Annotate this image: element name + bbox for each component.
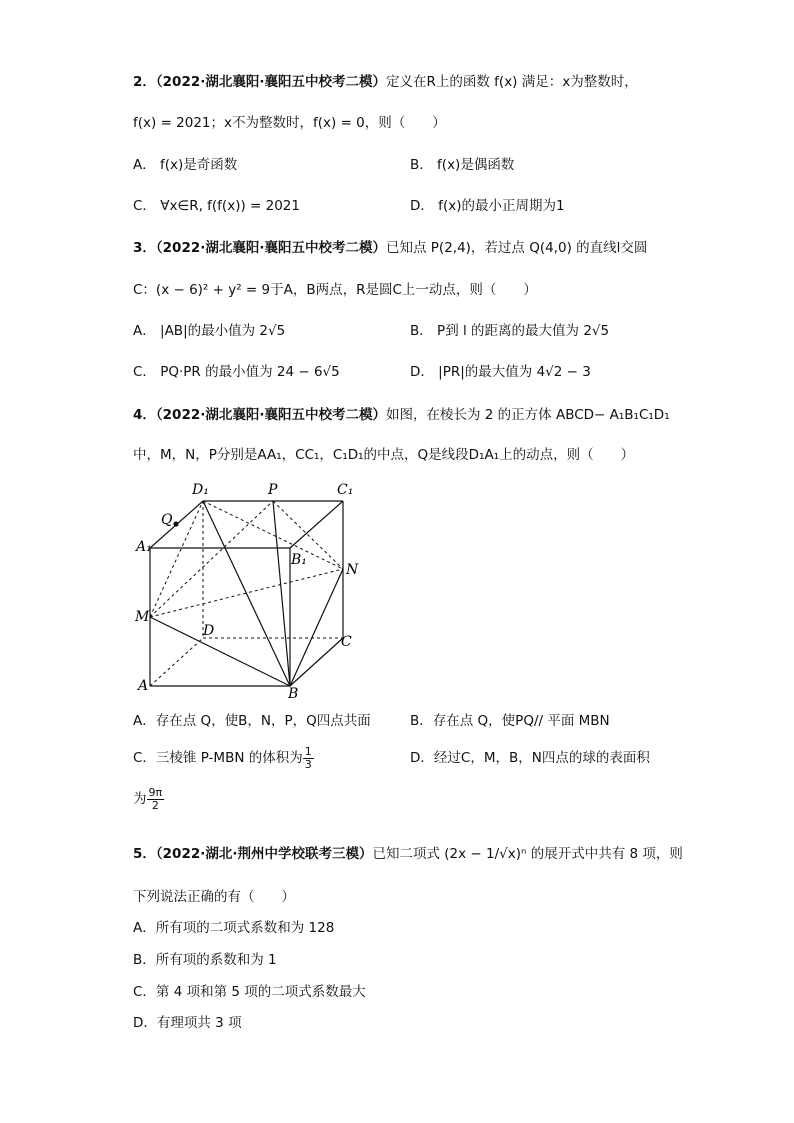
hidden-edge-ad [150,638,203,686]
q4-option-c-denominator: 3 [304,757,312,771]
edge-bc [290,638,343,686]
cube-figure [133,478,373,700]
hidden-segment-pn [273,501,343,569]
q2-option-c: C． ∀x∈R, f(f(x)) = 2021 [133,198,300,214]
q4-option-d-fraction [147,787,165,812]
q5-source: （2022·湖北·荆州中学校联考三模） [155,846,373,862]
q2-stem-line1 [133,72,638,92]
segment-d1b [203,501,290,686]
q3-stem2: C：(x − 6)² + y² = 9于A，B两点，R是圆C上一动点，则（ ） [133,282,537,298]
label-b: B [288,686,299,700]
q5-option-d: D．有理项共 3 项 [133,1015,242,1031]
label-n: N [346,562,359,578]
q4-option-d-line2 [133,786,164,812]
label-a1: A₁ [136,539,152,555]
q3-option-b: B． P到 l 的距离的最大值为 2√5 [410,323,610,339]
q4-option-d-prefix: 为 [133,791,147,807]
label-d1: D₁ [192,482,209,498]
label-c1: C₁ [337,482,354,498]
q4-option-c-numerator: 1 [304,744,312,758]
q5-option-c: C．第 4 项和第 5 项的二项式系数最大 [133,984,366,1000]
q2-stem1: 定义在R上的函数 f(x) 满足：x为整数时， [386,74,638,90]
q4-option-c-text: C．三棱锥 P-MBN 的体积为 [133,750,303,766]
segment-pb [273,501,290,686]
q5-stem2: 下列说法正确的有（ ） [133,889,295,905]
q4-stem-line1 [133,405,670,425]
label-b1: B₁ [291,552,307,568]
label-a: A [138,678,149,694]
label-d: D [203,623,215,639]
q4-option-d-numerator: 9π [148,785,163,799]
q2-stem2: f(x) = 2021；x不为整数时，f(x) = 0，则（ ） [133,115,446,131]
label-q: Q [161,512,173,528]
q4-option-d-denominator: 2 [151,798,159,812]
segment-mb [150,617,290,686]
q3-stem1: 已知点 P(2,4)，若过点 Q(4,0) 的直线l交圆 [386,240,648,256]
hidden-segment-d1n [203,501,343,569]
q3-option-a: A． |AB|的最小值为 2√5 [133,323,286,339]
q3-stem-line1 [133,238,647,258]
q4-option-a: A．存在点 Q，使B，N，P，Q四点共面 [133,713,371,729]
q4-option-d-line1: D．经过C，M，B，N四点的球的表面积 [410,750,650,766]
q2-number: 2． [133,74,156,90]
q2-source: （2022·湖北襄阳·襄阳五中校考二模） [155,74,386,90]
q4-stem1: 如图，在棱长为 2 的正方体 ABCD− A₁B₁C₁D₁ [386,407,670,423]
q3-source: （2022·湖北襄阳·襄阳五中校考二模） [155,240,386,256]
q4-option-c [133,745,314,771]
q2-option-a: A． f(x)是奇函数 [133,157,238,173]
q3-option-c: C． PQ·PR 的最小值为 24 − 6√5 [133,364,340,380]
label-p: P [268,482,278,498]
q5-stem1: 已知二项式 (2x − 1/√x)ⁿ 的展开式中共有 8 项，则 [372,846,683,862]
q2-option-d: D． f(x)的最小正周期为1 [410,198,565,214]
edge-b1c1 [290,501,343,548]
q4-source: （2022·湖北襄阳·襄阳五中校考二模） [155,407,386,423]
label-m: M [135,609,150,625]
q5-number: 5． [133,846,156,862]
q5-option-b: B．所有项的系数和为 1 [133,952,277,968]
q3-option-d: D． |PR|的最大值为 4√2 − 3 [410,364,591,380]
q5-stem-line1 [133,844,683,864]
point-q-dot [173,521,178,526]
q4-number: 4． [133,407,156,423]
q3-number: 3． [133,240,156,256]
label-c: C [341,634,352,650]
q4-stem2: 中，M，N，P分别是AA₁，CC₁，C₁D₁的中点，Q是线段D₁A₁上的动点，则（ ） [133,447,635,463]
q4-option-b: B．存在点 Q，使PQ// 平面 MBN [410,713,610,729]
segment-bn [290,569,343,686]
q5-option-a: A．所有项的二项式系数和为 128 [133,920,335,936]
q2-option-b: B． f(x)是偶函数 [410,157,515,173]
q4-option-c-fraction [303,746,314,771]
hidden-segment-md1 [150,501,203,617]
